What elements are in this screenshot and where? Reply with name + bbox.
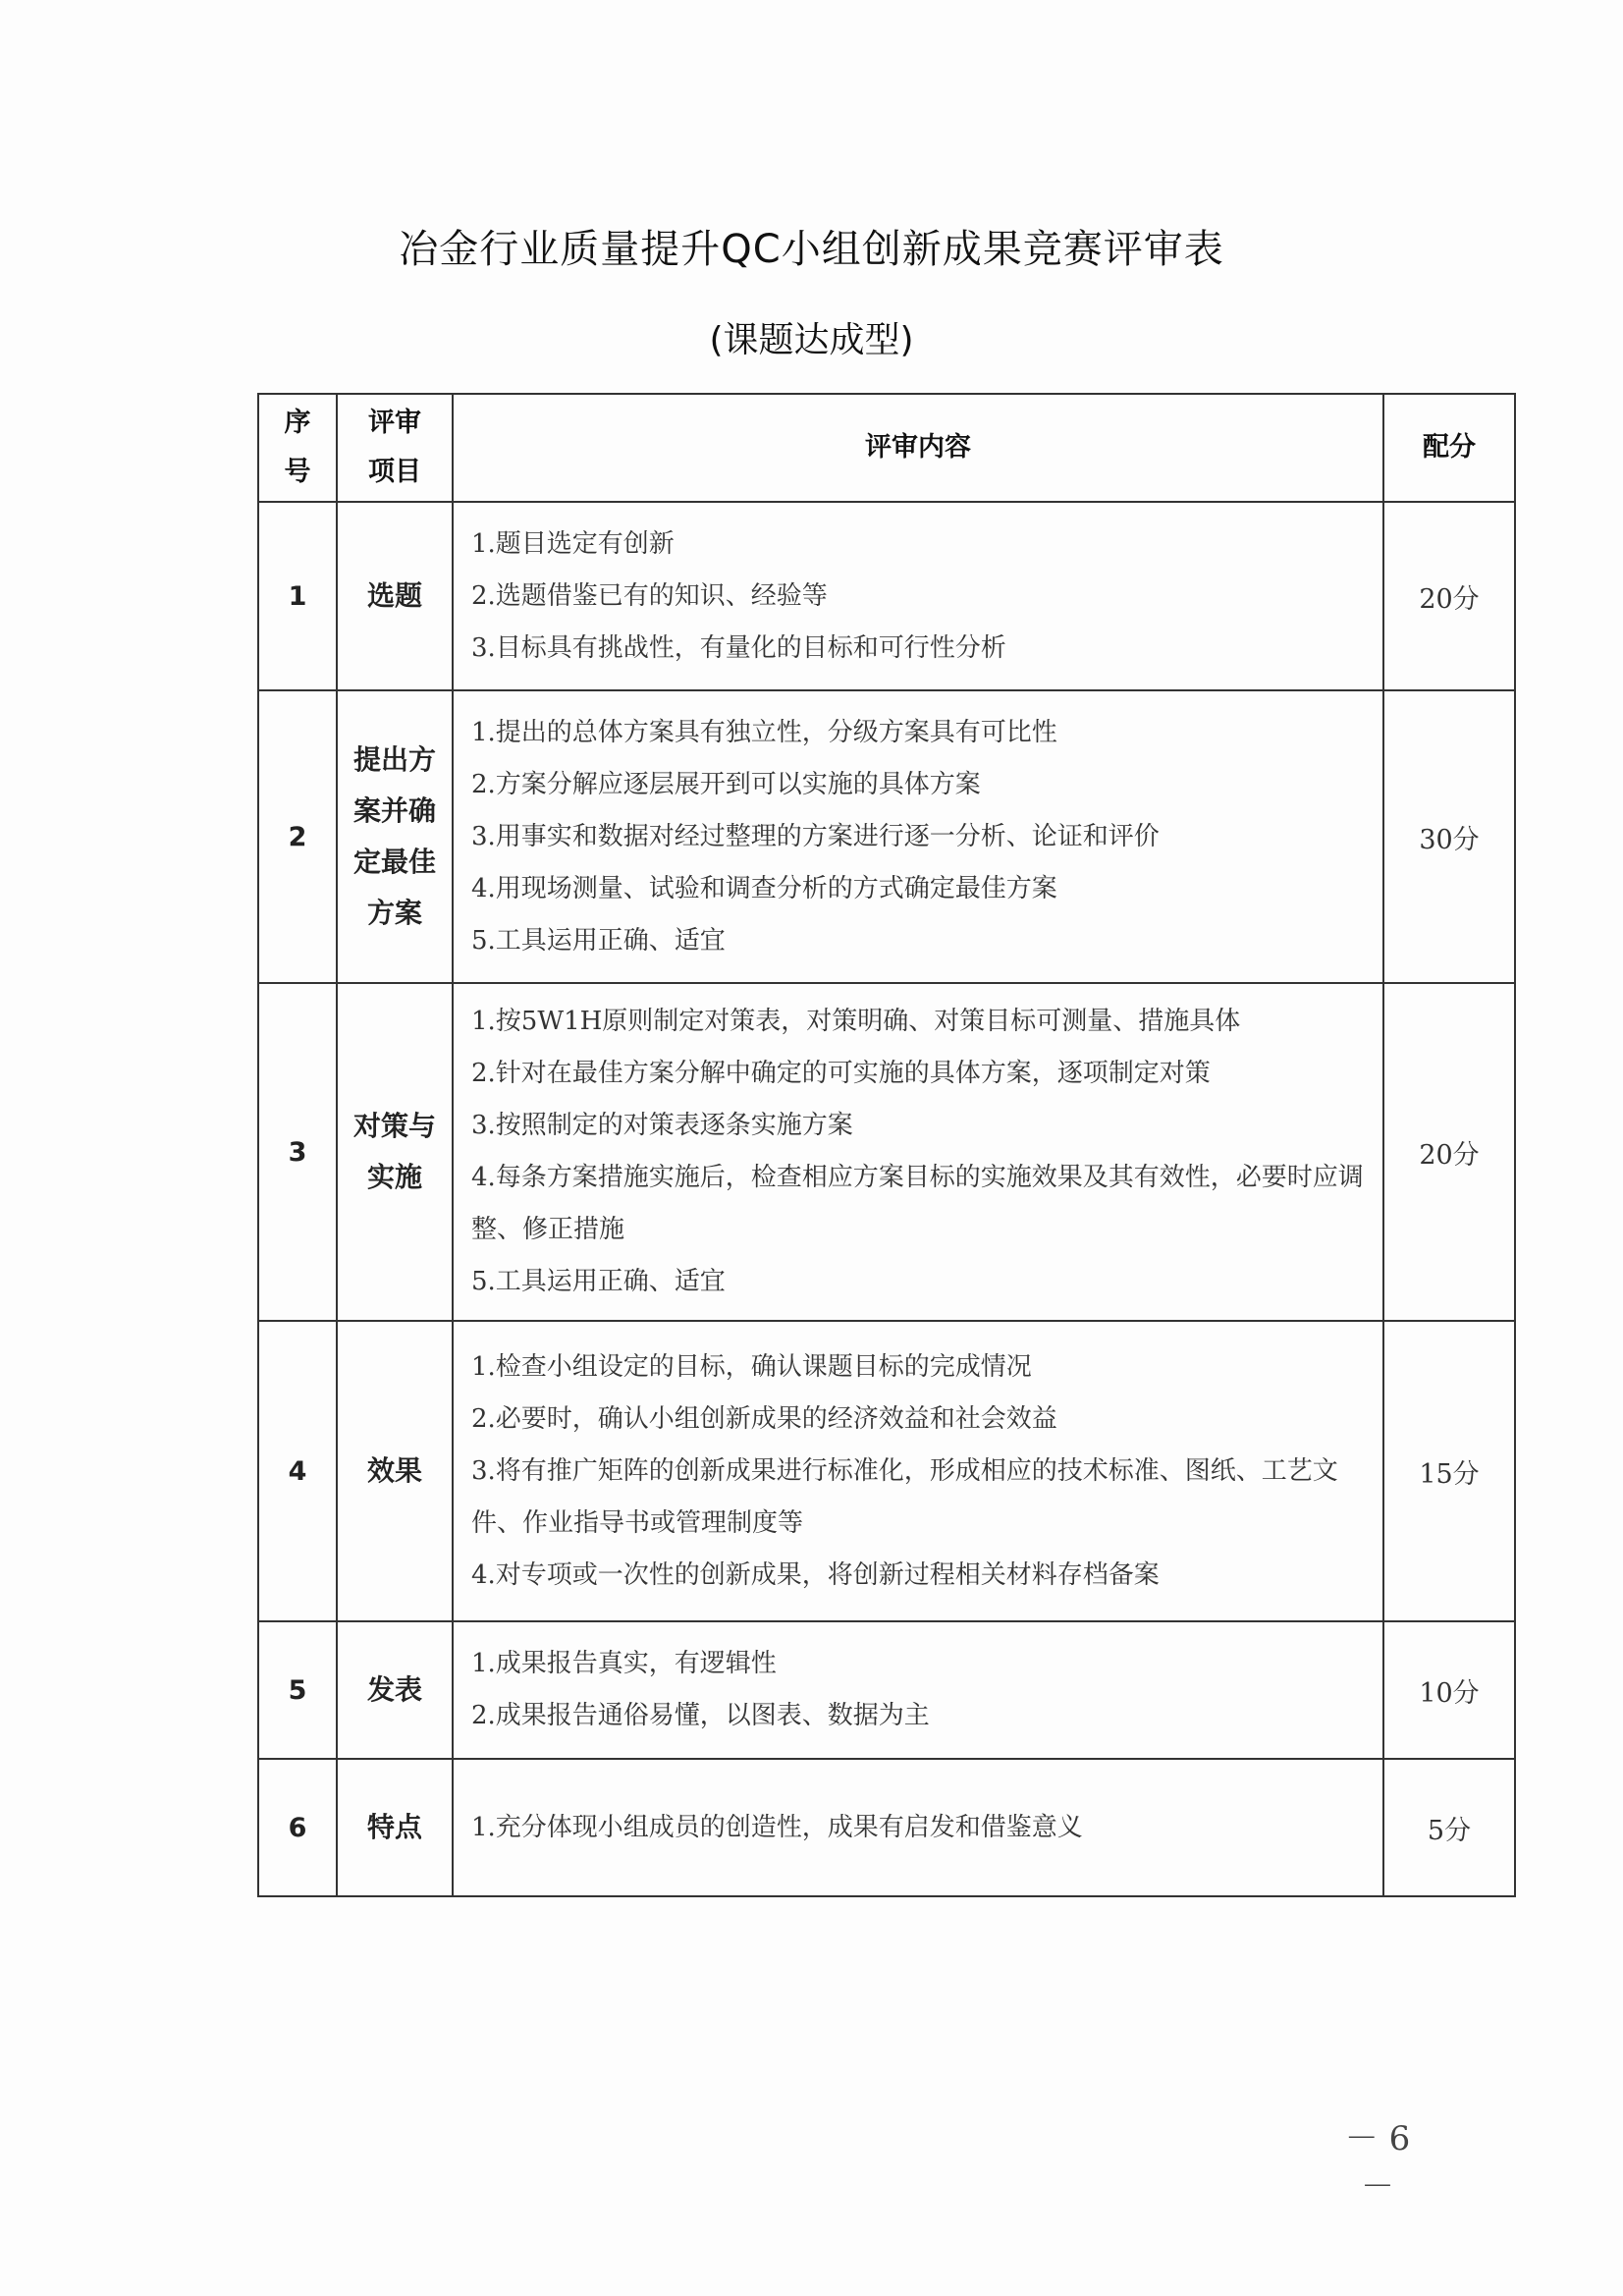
criterion-line: 4.用现场测量、试验和调查分析的方式确定最佳方案 xyxy=(471,873,1057,903)
criterion-line: 5.工具运用正确、适宜 xyxy=(471,1267,726,1296)
header-no xyxy=(258,394,337,502)
row-content xyxy=(453,983,1383,1321)
criterion-line: 1.按5W1H原则制定对策表，对策明确、对策目标可测量、措施具体 xyxy=(471,1007,1241,1036)
row-score: 20分 xyxy=(1383,983,1515,1321)
row-number: 6 xyxy=(258,1759,337,1896)
row-content xyxy=(453,1321,1383,1621)
criterion-line: 1.充分体现小组成员的创造性，成果有启发和借鉴意义 xyxy=(471,1812,1083,1842)
header-content: 评审内容 xyxy=(453,394,1383,502)
row-item: 发表 xyxy=(337,1621,453,1759)
header-item xyxy=(337,394,453,502)
row-content xyxy=(453,502,1383,690)
row-number: 5 xyxy=(258,1621,337,1759)
row-item: 提出方案并确定最佳方案 xyxy=(337,690,453,983)
table-row xyxy=(258,1321,1515,1621)
document-title: 冶金行业质量提升QC小组创新成果竞赛评审表 xyxy=(399,227,1224,272)
row-item: 对策与实施 xyxy=(337,983,453,1321)
document-subtitle: (课题达成型) xyxy=(709,320,914,360)
header-no-line2: 号 xyxy=(284,457,311,487)
row-item: 特点 xyxy=(337,1759,453,1896)
criterion-line: 3.将有推广矩阵的创新成果进行标准化，形成相应的技术标准、图纸、工艺文件、作业指导书或管理制度等 xyxy=(471,1455,1338,1538)
header-no-line1: 序 xyxy=(284,408,311,438)
row-content xyxy=(453,1759,1383,1896)
table-row xyxy=(258,983,1515,1321)
table-row xyxy=(258,502,1515,690)
table-header-row xyxy=(258,394,1515,502)
criterion-line: 2.方案分解应逐层展开到可以实施的具体方案 xyxy=(471,769,981,799)
row-score: 20分 xyxy=(1383,502,1515,690)
row-item: 选题 xyxy=(337,502,453,690)
row-number: 3 xyxy=(258,983,337,1321)
page-number-text: － 6 － xyxy=(1344,2119,1411,2207)
row-item: 效果 xyxy=(337,1321,453,1621)
criterion-line: 1.提出的总体方案具有独立性，分级方案具有可比性 xyxy=(471,717,1057,747)
criterion-line: 1.成果报告真实，有逻辑性 xyxy=(471,1649,777,1678)
criterion-line: 4.对专项或一次性的创新成果，将创新过程相关材料存档备案 xyxy=(471,1559,1160,1590)
row-score: 10分 xyxy=(1383,1621,1515,1759)
criterion-line: 3.目标具有挑战性，有量化的目标和可行性分析 xyxy=(471,632,1006,663)
table-row xyxy=(258,690,1515,983)
header-item-line1: 评审 xyxy=(368,408,421,438)
header-score: 配分 xyxy=(1383,394,1515,502)
criterion-line: 2.针对在最佳方案分解中确定的可实施的具体方案，逐项制定对策 xyxy=(471,1059,1211,1088)
row-score: 30分 xyxy=(1383,690,1515,983)
criterion-line: 5.工具运用正确、适宜 xyxy=(471,925,726,956)
criterion-line: 1.检查小组设定的目标，确认课题目标的完成情况 xyxy=(471,1351,1032,1382)
review-table xyxy=(257,393,1516,1897)
row-content xyxy=(453,690,1383,983)
row-number: 4 xyxy=(258,1321,337,1621)
criterion-line: 1.题目选定有创新 xyxy=(471,528,675,559)
criterion-line: 2.选题借鉴已有的知识、经验等 xyxy=(471,580,828,611)
criterion-line: 3.用事实和数据对经过整理的方案进行逐一分析、论证和评价 xyxy=(471,821,1160,851)
row-content xyxy=(453,1621,1383,1759)
row-score: 15分 xyxy=(1383,1321,1515,1621)
row-score: 5分 xyxy=(1383,1759,1515,1896)
table-row xyxy=(258,1759,1515,1896)
criterion-line: 2.必要时，确认小组创新成果的经济效益和社会效益 xyxy=(471,1403,1057,1434)
criterion-line: 2.成果报告通俗易懂，以图表、数据为主 xyxy=(471,1701,930,1730)
row-number: 2 xyxy=(258,690,337,983)
table-row xyxy=(258,1621,1515,1759)
row-number: 1 xyxy=(258,502,337,690)
criterion-line: 4.每条方案措施实施后，检查相应方案目标的实施效果及其有效性，必要时应调整、修正措施 xyxy=(471,1163,1364,1244)
criterion-line: 3.按照制定的对策表逐条实施方案 xyxy=(471,1111,853,1140)
header-item-line2: 项目 xyxy=(368,457,421,487)
